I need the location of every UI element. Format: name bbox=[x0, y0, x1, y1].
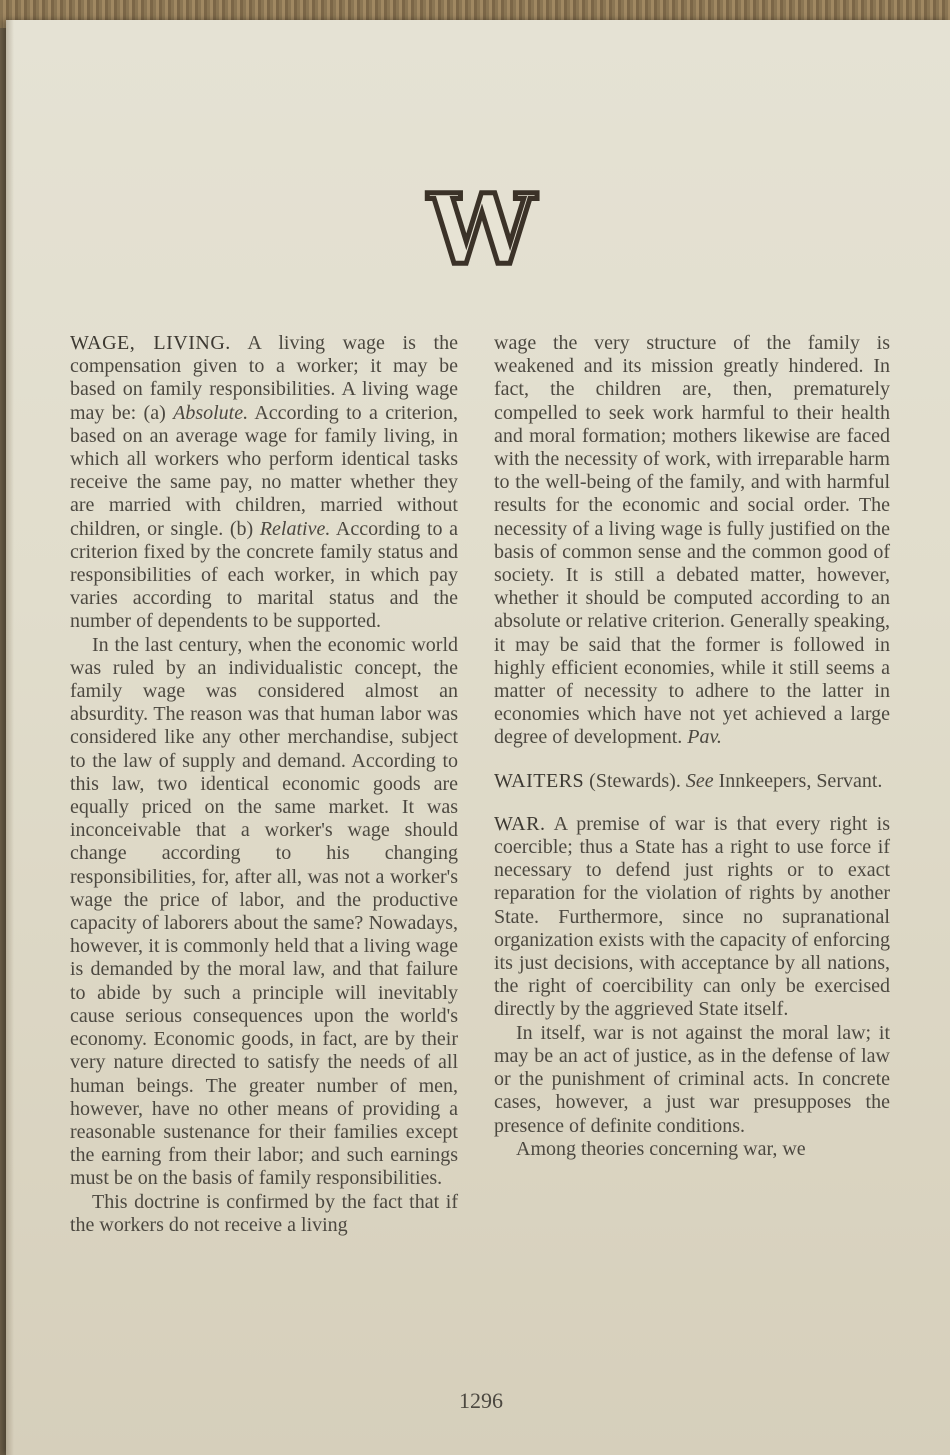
entry-war-paragraph-2: In itself, war is not against the moral law; it may be an act of justice, as in the defense of law or the punishment of criminal acts. In concrete cases, however, a just war presupposes the presence of definite conditions. bbox=[494, 1021, 890, 1137]
page-edge-shadow bbox=[6, 20, 14, 1455]
book-page bbox=[6, 20, 950, 1455]
entry-heading-war: WAR. bbox=[494, 812, 546, 835]
chapter-letter-heading bbox=[416, 173, 546, 286]
page-number: 1296 bbox=[459, 1388, 503, 1413]
entry-wage-living-paragraph-1: WAGE, LIVING. A living wage is the compensation given to a worker; it may be based on family responsibilities. A living wage may be: (a) Absolute. According to a criterion, based on an average wage for family living, in which all workers who perform identical tasks receive the same pay, no matter whether they are married with children, married without children, or single. (b) Relative. According to a criterion fixed by the concrete family status and responsibilities of each worker, in which pay varies according to marital status and the number of dependents to be supported. bbox=[70, 332, 459, 633]
entry-heading-wage-living: WAGE, LIVING. bbox=[70, 332, 231, 354]
entry-heading-waiters: WAITERS bbox=[494, 769, 585, 792]
see-reference: See bbox=[685, 769, 714, 792]
entry-waiters: WAITERS (Stewards). See Innkeepers, Servant. bbox=[494, 769, 883, 792]
entry-wage-living-paragraph-2: In the last century, when the economic world was ruled by an individualistic concept, the family wage was considered almost an absurdity. The reason was that human labor was considered like any other merchandise, subject to the law of supply and demand. According to this law, two identical economic goods are equally priced on the same market. It was inconceivable that a worker's wage should change according to his changing responsibilities, for, after all, was not a worker's wage the price of labor, and the productive capacity of laborers about the same? Nowadays, however, it is commonly held that a living wage is demanded by the moral law, and that failure to abide by such a principle will inevitably cause serious consequences upon the world's economy. Economic goods, in fact, are by their very nature directed to satisfy the needs of all human beings. The greater number of men, however, have no other means of providing a reasonable sustenance for their families except the earning from their labor; and such earnings must be on the basis of family responsibilities. bbox=[70, 633, 458, 1190]
entry-wage-living-paragraph-3-end: wage the very structure of the family is weakened and its mission greatly hindered. In fact, the children are, then, prematurely compelled to seek work harmful to their health and moral formation; mothers likewise are faced with the necessity of work, with irreparable harm to the well-being of the family, and with harmful results for the economic and social order. The necessity of a living wage is fully justified on the basis of common sense and the common good of society. It is still a debated matter, however, whether it should be computed according to an absolute or relative criterion. Generally speaking, it may be said that the former is followed in highly efficient economies, while it still seems a matter of necessity to adhere to the latter in economies which have not yet achieved a large degree of development. Pav. bbox=[494, 332, 890, 749]
chapter-letter: W bbox=[428, 173, 534, 286]
left-column bbox=[70, 332, 458, 1237]
entry-wage-living-paragraph-3-start: This doctrine is confirmed by the fact that if the workers do not receive a living bbox=[70, 1190, 458, 1236]
right-column bbox=[494, 332, 890, 1161]
author-initials: Pav. bbox=[687, 726, 722, 749]
entry-war-paragraph-3: Among theories concerning war, we bbox=[516, 1137, 806, 1160]
entry-war-paragraph-1: WAR. A premise of war is that every right is coercible; thus a State has a right to use force if necessary to defend just rights or to exact reparation for the violation of rights by another State. Furthermore, since no supranational organization exists with the capacity of enforcing its just decisions, with acceptance by all nations, the right of coercibility can only be exercised directly by the aggrieved State itself. bbox=[494, 812, 890, 1021]
